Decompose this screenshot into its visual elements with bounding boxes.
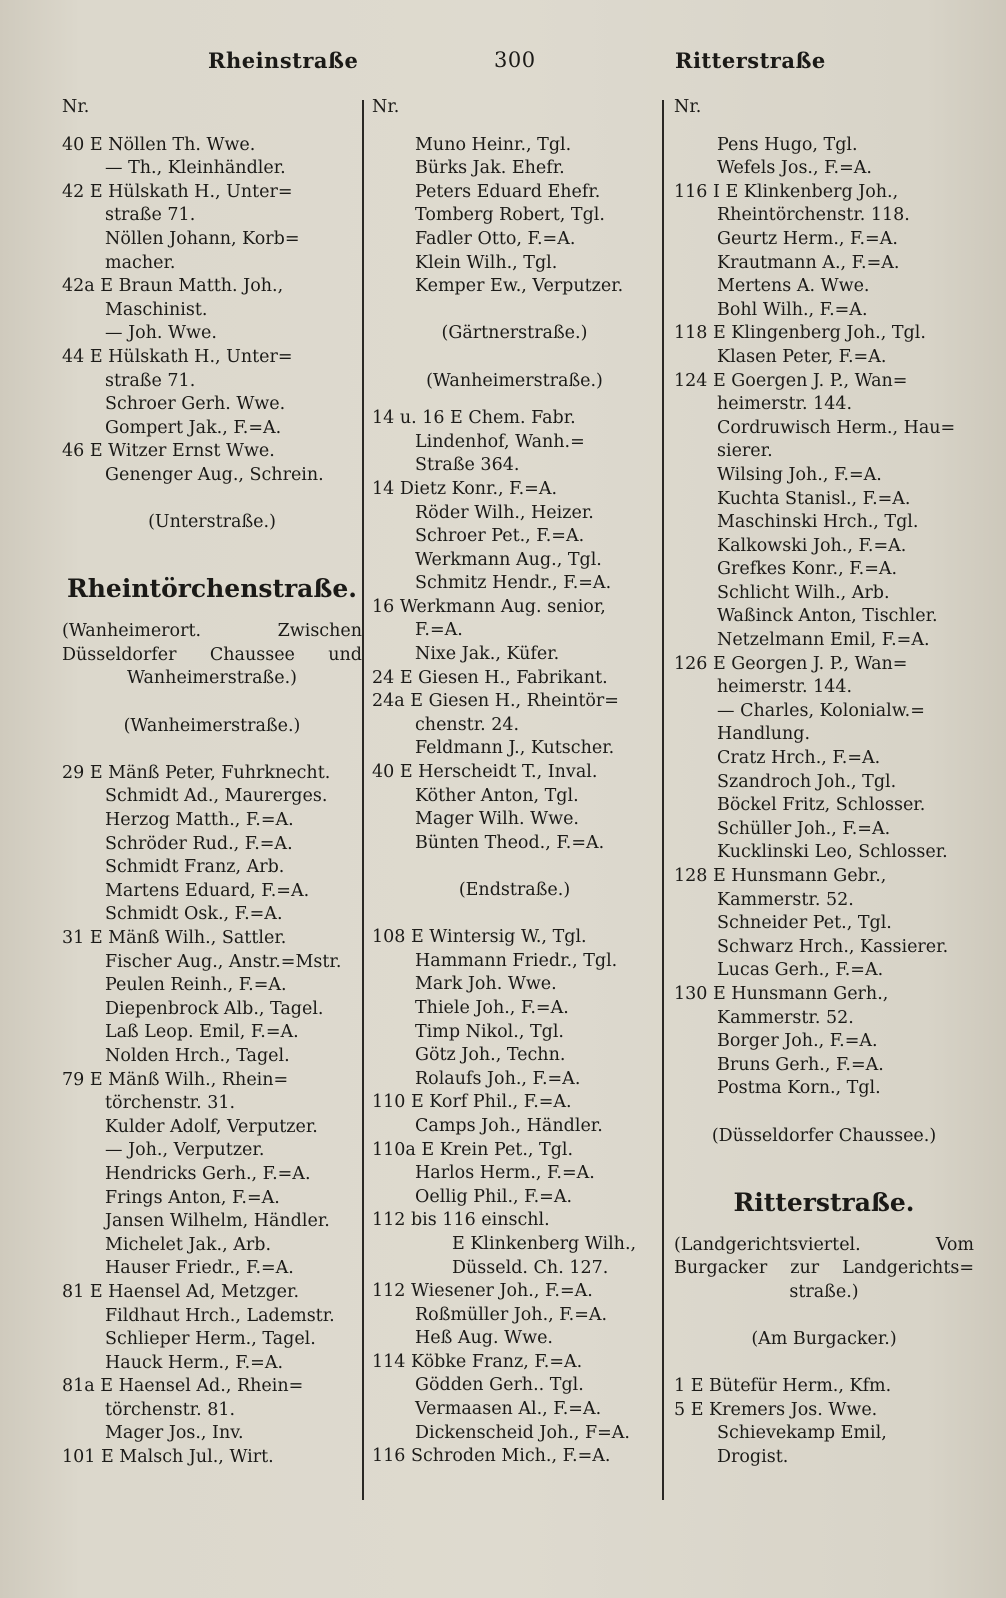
street-description: (Landgerichtsviertel. Vom xyxy=(674,1234,974,1255)
directory-entry: — Th., Kleinhändler. xyxy=(105,158,286,179)
directory-entry: Camps Joh., Händler. xyxy=(415,1115,603,1136)
directory-entry: Bohl Wilh., F.=A. xyxy=(717,299,868,320)
directory-entry: Krautmann A., F.=A. xyxy=(717,252,900,273)
directory-entry: Rheintörchenstr. 118. xyxy=(717,205,910,226)
directory-entry: 126 E Georgen J. P., Wan= xyxy=(674,653,908,674)
directory-entry: 44 E Hülskath H., Unter= xyxy=(62,346,293,367)
spacer xyxy=(372,299,657,323)
spacer xyxy=(62,606,362,620)
column-label: Nr. xyxy=(372,97,400,117)
directory-entry: heimerstr. 144. xyxy=(717,677,853,698)
directory-entry: Handlung. xyxy=(717,724,811,745)
directory-entry: 40 E Herscheidt T., Inval. xyxy=(372,762,598,783)
directory-entry: Kuchta Stanisl., F.=A. xyxy=(717,488,911,509)
directory-entry: Schlicht Wilh., Arb. xyxy=(717,582,890,603)
directory-entry: Szandroch Joh., Tgl. xyxy=(717,771,897,792)
cross-street-note: (Wanheimerstraße.) xyxy=(123,715,301,736)
directory-entry: chenstr. 24. xyxy=(415,714,520,735)
column-divider xyxy=(362,100,364,1500)
directory-entry: Kammerstr. 52. xyxy=(717,1007,854,1028)
running-head-left: Rheinstraße xyxy=(208,48,359,73)
spacer xyxy=(674,120,974,134)
directory-entry: Schmidt Franz, Arb. xyxy=(105,857,285,878)
directory-entry: törchenstr. 31. xyxy=(105,1093,236,1114)
directory-entry: Straße 364. xyxy=(415,455,520,476)
directory-entry: Düsseld. Ch. 127. xyxy=(452,1257,609,1278)
directory-entry: Oellig Phil., F.=A. xyxy=(415,1186,573,1207)
directory-entry: Harlos Herm., F.=A. xyxy=(415,1163,595,1184)
street-heading: Ritterstraße. xyxy=(733,1187,915,1217)
directory-entry: Thiele Joh., F.=A. xyxy=(415,997,569,1018)
street-description: (Wanheimerort. Zwischen xyxy=(62,621,362,642)
directory-entry: Schmidt Ad., Maurerges. xyxy=(105,786,328,807)
directory-entry: Vermaasen Al., F.=A. xyxy=(415,1399,602,1420)
directory-entry: — Joh. Wwe. xyxy=(105,323,217,344)
cross-street-note: (Unterstraße.) xyxy=(148,512,276,533)
directory-entry: Timp Nikol., Tgl. xyxy=(415,1021,564,1042)
spacer xyxy=(372,393,657,407)
directory-entry: 116 Schroden Mich., F.=A. xyxy=(372,1446,611,1467)
directory-entry: Fildhaut Hrch., Lademstr. xyxy=(105,1305,335,1326)
directory-entry: Fischer Aug., Anstr.=Mstr. xyxy=(105,951,342,972)
page-number: 300 xyxy=(494,48,536,72)
directory-entry: Fadler Otto, F.=A. xyxy=(415,228,576,249)
directory-entry: Rolaufs Joh., F.=A. xyxy=(415,1068,581,1089)
directory-entry: 108 E Wintersig W., Tgl. xyxy=(372,927,587,948)
cross-street-note: (Gärtnerstraße.) xyxy=(441,323,588,344)
directory-entry: Peters Eduard Ehefr. xyxy=(415,181,601,202)
directory-entry: Schmitz Hendr., F.=A. xyxy=(415,573,612,594)
spacer xyxy=(62,120,362,134)
directory-entry: 130 E Hunsmann Gerh., xyxy=(674,983,889,1004)
directory-entry: Hammann Friedr., Tgl. xyxy=(415,950,618,971)
directory-entry: Feldmann J., Kutscher. xyxy=(415,738,615,759)
directory-entry: Mager Jos., Inv. xyxy=(105,1423,244,1444)
cross-street-note: (Wanheimerstraße.) xyxy=(426,370,603,391)
directory-entry: Mark Joh. Wwe. xyxy=(415,974,557,995)
directory-entry: Nolden Hrch., Tagel. xyxy=(105,1045,290,1066)
directory-entry: 42a E Braun Matth. Joh., xyxy=(62,276,284,297)
directory-entry: Schwarz Hrch., Kassierer. xyxy=(717,936,949,957)
column-middle xyxy=(372,96,657,1469)
directory-entry: Roßmüller Joh., F.=A. xyxy=(415,1304,608,1325)
directory-entry: Röder Wilh., Heizer. xyxy=(415,502,594,523)
directory-entry: Drogist. xyxy=(717,1447,789,1468)
directory-entry: Kulder Adolf, Verputzer. xyxy=(105,1116,318,1137)
directory-entry: Bruns Gerh., F.=A. xyxy=(717,1054,884,1075)
column-label: Nr. xyxy=(62,97,90,117)
directory-entry: Werkmann Aug., Tgl. xyxy=(415,549,602,570)
spacer xyxy=(372,120,657,134)
spacer xyxy=(674,1148,974,1172)
directory-entry: Klasen Peter, F.=A. xyxy=(717,346,887,367)
directory-entry: 118 E Klingenberg Joh., Tgl. xyxy=(674,323,926,344)
directory-entry: Muno Heinr., Tgl. xyxy=(415,134,572,155)
spacer xyxy=(62,558,362,572)
directory-entry: Wefels Jos., F.=A. xyxy=(717,158,872,179)
directory-entry: E Klinkenberg Wilh., xyxy=(452,1233,637,1254)
spacer xyxy=(674,1220,974,1234)
directory-entry: — Charles, Kolonialw.= xyxy=(717,700,925,721)
directory-entry: Herzog Matth., F.=A. xyxy=(105,810,294,831)
directory-entry: 24a E Giesen H., Rheintör= xyxy=(372,691,619,712)
directory-entry: 29 E Mänß Peter, Fuhrknecht. xyxy=(62,762,331,783)
directory-entry: 128 E Hunsmann Gebr., xyxy=(674,866,887,886)
directory-entry: Cordruwisch Herm., Hau= xyxy=(717,417,956,438)
directory-entry: 14 u. 16 E Chem. Fabr. xyxy=(372,408,576,429)
directory-entry: Hauser Friedr., F.=A. xyxy=(105,1258,294,1279)
directory-entry: Pens Hugo, Tgl. xyxy=(717,134,858,155)
directory-entry: Gödden Gerh.. Tgl. xyxy=(415,1375,584,1396)
directory-entry: Schneider Pet., Tgl. xyxy=(717,913,892,934)
spacer xyxy=(372,346,657,370)
directory-entry: Mager Wilh. Wwe. xyxy=(415,809,579,830)
directory-entry: Jansen Wilhelm, Händler. xyxy=(105,1211,330,1232)
directory-entry: Bünten Theod., F.=A. xyxy=(415,832,605,853)
directory-entry: Nixe Jak., Küfer. xyxy=(415,644,560,665)
directory-entry: Wilsing Joh., F.=A. xyxy=(717,464,882,485)
directory-entry: Schroer Gerh. Wwe. xyxy=(105,394,286,415)
directory-entry: Hendricks Gerh., F.=A. xyxy=(105,1163,311,1184)
directory-entry: 116 I E Klinkenberg Joh., xyxy=(674,181,899,202)
spacer xyxy=(62,535,362,559)
directory-entry: Schmidt Osk., F.=A. xyxy=(105,904,283,925)
spacer xyxy=(674,1172,974,1186)
cross-street-note: straße.) xyxy=(789,1281,859,1302)
directory-entry: Böckel Fritz, Schlosser. xyxy=(717,795,926,816)
column-right xyxy=(674,96,974,1470)
directory-entry: Lindenhof, Wanh.= xyxy=(415,431,585,452)
cross-street-note: (Am Burgacker.) xyxy=(751,1329,897,1350)
directory-entry: 31 E Mänß Wilh., Sattler. xyxy=(62,928,287,948)
directory-entry: Köther Anton, Tgl. xyxy=(415,785,579,806)
running-head-right: Ritterstraße xyxy=(675,48,826,73)
spacer xyxy=(62,738,362,762)
directory-entry: Bürks Jak. Ehefr. xyxy=(415,158,565,179)
spacer xyxy=(372,855,657,879)
spacer xyxy=(674,1101,974,1125)
directory-entry: F.=A. xyxy=(415,620,463,641)
column-label: Nr. xyxy=(674,97,702,117)
directory-entry: Michelet Jak., Arb. xyxy=(105,1234,272,1255)
directory-entry: 14 Dietz Konr., F.=A. xyxy=(372,478,558,499)
directory-entry: Schievekamp Emil, xyxy=(717,1423,887,1444)
directory-entry: Kucklinski Leo, Schlosser. xyxy=(717,842,948,863)
spacer xyxy=(62,691,362,715)
directory-entry: Lucas Gerh., F.=A. xyxy=(717,960,884,981)
column-divider xyxy=(662,100,664,1500)
directory-entry: Waßinck Anton, Tischler. xyxy=(717,606,938,627)
directory-entry: 40 E Nöllen Th. Wwe. xyxy=(62,134,256,155)
directory-entry: 46 E Witzer Ernst Wwe. xyxy=(62,441,275,462)
directory-entry: Kalkowski Joh., F.=A. xyxy=(717,535,907,556)
directory-entry: 110a E Krein Pet., Tgl. xyxy=(372,1139,574,1160)
directory-entry: Frings Anton, F.=A. xyxy=(105,1187,280,1208)
cross-street-note: (Düsseldorfer Chaussee.) xyxy=(711,1125,937,1146)
directory-entry: Genenger Aug., Schrein. xyxy=(105,464,324,485)
directory-entry: Maschinski Hrch., Tgl. xyxy=(717,512,919,533)
spacer xyxy=(372,903,657,927)
directory-entry: Schröder Rud., F.=A. xyxy=(105,833,293,854)
street-heading: Rheintörchenstraße. xyxy=(66,574,357,604)
spacer xyxy=(674,1352,974,1376)
directory-entry: 79 E Mänß Wilh., Rhein= xyxy=(62,1069,289,1090)
directory-entry: Götz Joh., Techn. xyxy=(415,1045,566,1066)
directory-entry: 114 Köbke Franz, F.=A. xyxy=(372,1351,583,1372)
directory-entry: Schroer Pet., F.=A. xyxy=(415,526,585,547)
directory-entry: Gompert Jak., F.=A. xyxy=(105,417,282,438)
cross-street-note: Wanheimerstraße.) xyxy=(127,668,297,689)
directory-entry: sierer. xyxy=(717,441,773,462)
directory-entry: 42 E Hülskath H., Unter= xyxy=(62,181,293,202)
directory-entry: 24 E Giesen H., Fabrikant. xyxy=(372,667,608,688)
directory-entry: Martens Eduard, F.=A. xyxy=(105,880,310,901)
directory-entry: Dickenscheid Joh., F=A. xyxy=(415,1422,630,1443)
directory-entry: — Joh., Verputzer. xyxy=(105,1140,265,1161)
directory-entry: Laß Leop. Emil, F.=A. xyxy=(105,1022,299,1043)
directory-entry: 81a E Haensel Ad., Rhein= xyxy=(62,1376,304,1397)
directory-entry: törchenstr. 81. xyxy=(105,1399,236,1420)
directory-entry: Kemper Ew., Verputzer. xyxy=(415,276,624,297)
directory-entry: Klein Wilh., Tgl. xyxy=(415,252,558,273)
directory-entry: 16 Werkmann Aug. senior, xyxy=(372,596,606,617)
directory-entry: 112 Wiesener Joh., F.=A. xyxy=(372,1281,593,1302)
directory-entry: macher. xyxy=(105,252,176,273)
street-description: Düsseldorfer Chaussee und xyxy=(62,644,362,665)
directory-entry: Schüller Joh., F.=A. xyxy=(717,818,891,839)
spacer xyxy=(674,1305,974,1329)
directory-entry: Maschinist. xyxy=(105,299,208,320)
directory-entry: Nöllen Johann, Korb= xyxy=(105,228,300,249)
directory-entry: Peulen Reinh., F.=A. xyxy=(105,975,287,996)
directory-entry: Borger Joh., F.=A. xyxy=(717,1031,878,1052)
directory-entry: 5 E Kremers Jos. Wwe. xyxy=(674,1399,878,1420)
directory-entry: Tomberg Robert, Tgl. xyxy=(415,205,605,226)
directory-entry: heimerstr. 144. xyxy=(717,394,853,415)
directory-entry: Hauck Herm., F.=A. xyxy=(105,1352,284,1373)
directory-entry: Geurtz Herm., F.=A. xyxy=(717,228,898,249)
directory-entry: Postma Korn., Tgl. xyxy=(717,1078,881,1099)
directory-entry: straße 71. xyxy=(105,370,196,391)
directory-entry: 124 E Goergen J. P., Wan= xyxy=(674,370,908,391)
directory-entry: 81 E Haensel Ad, Metzger. xyxy=(62,1281,300,1302)
column-left xyxy=(62,96,362,1470)
directory-entry: Kammerstr. 52. xyxy=(717,889,854,910)
directory-entry: 1 E Bütefür Herm., Kfm. xyxy=(674,1376,892,1397)
directory-entry: straße 71. xyxy=(105,205,196,226)
directory-entry: Diepenbrock Alb., Tagel. xyxy=(105,998,324,1019)
spacer xyxy=(62,488,362,512)
street-description: Burgacker zur Landgerichts= xyxy=(674,1258,974,1279)
directory-entry: Schlieper Herm., Tagel. xyxy=(105,1329,316,1350)
directory-entry: Grefkes Konr., F.=A. xyxy=(717,559,898,580)
cross-street-note: (Endstraße.) xyxy=(458,880,571,900)
directory-entry: 112 bis 116 einschl. xyxy=(372,1210,550,1231)
directory-entry: 101 E Malsch Jul., Wirt. xyxy=(62,1447,274,1468)
directory-entry: Cratz Hrch., F.=A. xyxy=(717,748,881,769)
directory-entry: Heß Aug. Wwe. xyxy=(415,1328,553,1349)
directory-entry: Mertens A. Wwe. xyxy=(717,276,870,297)
directory-entry: Netzelmann Emil, F.=A. xyxy=(717,630,930,651)
directory-entry: 110 E Korf Phil., F.=A. xyxy=(372,1092,572,1113)
